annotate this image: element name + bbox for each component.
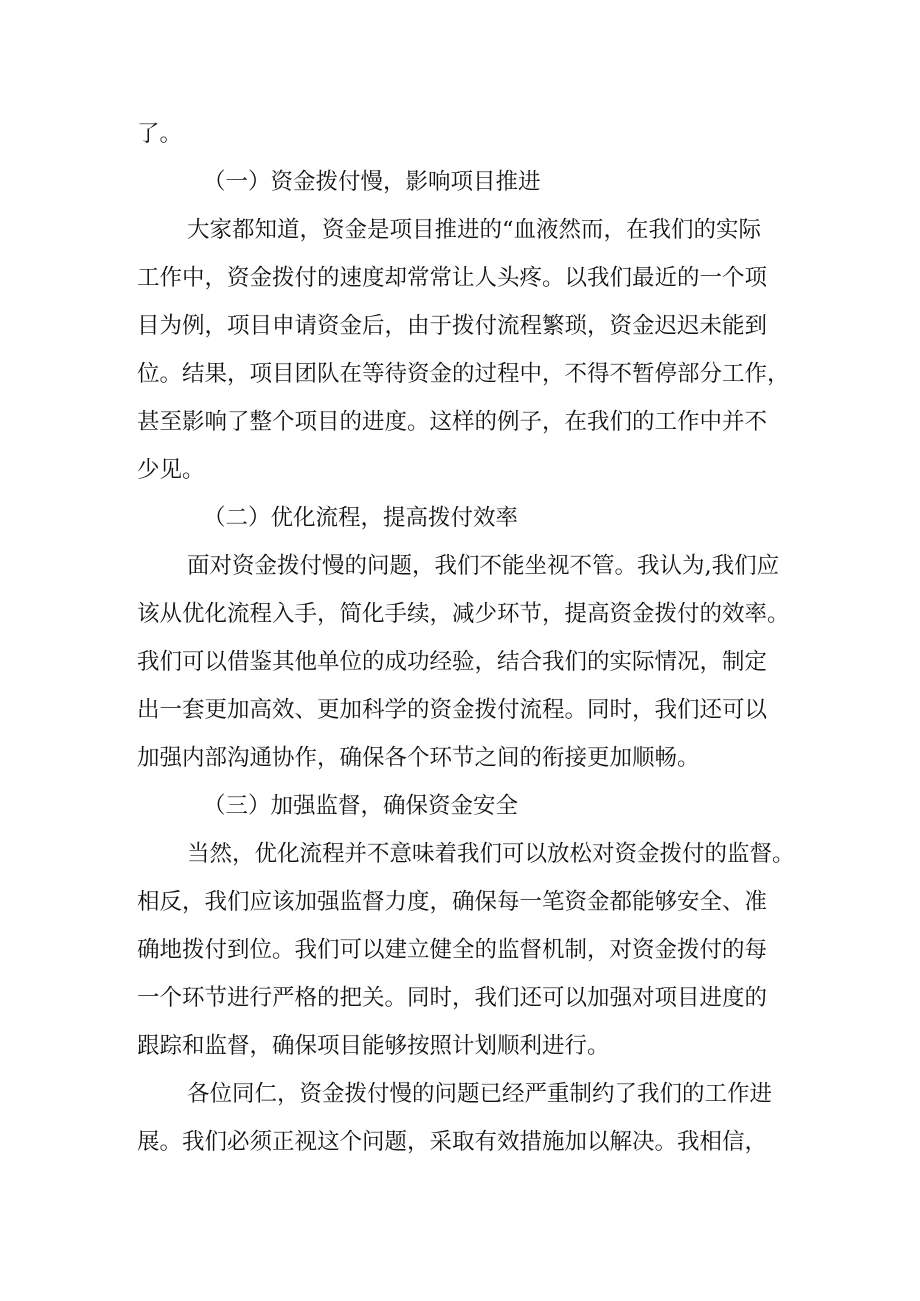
section-heading-2 xyxy=(137,494,797,542)
section-heading-3 xyxy=(137,782,797,830)
paragraph-1 xyxy=(137,206,797,494)
text-line: 跟踪和监督，确保项目能够按照计划顺利进行。 xyxy=(137,1033,610,1059)
text-line: 加强内部沟通协作，确保各个环节之间的衔接更加顺畅。 xyxy=(137,745,700,771)
text-line: 当然，优化流程并不意味着我们可以放松对资金拨付的监督。 xyxy=(187,841,795,867)
text-line: 大家都知道，资金是项目推进的“血液然而，在我们的实际 xyxy=(187,217,762,243)
paragraph-4 xyxy=(137,1070,797,1166)
text-line: 目为例，项目申请资金后，由于拨付流程繁琐，资金迟迟未能到 xyxy=(137,313,768,339)
text-line: 了。 xyxy=(137,121,183,147)
text-line: 各位同仁，资金拨付慢的问题已经严重制约了我们的工作进 xyxy=(187,1081,773,1107)
section-heading-1 xyxy=(137,158,797,206)
text-line: 该从优化流程入手，简化手续，减少环节，提高资金拨付的效率。 xyxy=(137,601,790,627)
text-line: 面对资金拨付慢的问题，我们不能坐视不管。我认为,我们应 xyxy=(187,553,780,579)
text-line: 出一套更加高效、更加科学的资金拨付流程。同时，我们还可以 xyxy=(137,697,768,723)
text-line: 位。结果，项目团队在等待资金的过程中，不得不暂停部分工作， xyxy=(137,361,790,387)
text-line: 相反，我们应该加强监督力度，确保每一笔资金都能够安全、准 xyxy=(137,889,768,915)
text-line: 工作中，资金拨付的速度却常常让人头疼。以我们最近的一个项 xyxy=(137,265,768,291)
heading-text: （三）加强监督，确保资金安全 xyxy=(203,793,519,819)
paragraph-2 xyxy=(137,542,797,782)
continuation-text xyxy=(137,110,797,158)
text-line: 甚至影响了整个项目的进度。这样的例子，在我们的工作中并不 xyxy=(137,409,768,435)
text-line: 少见。 xyxy=(137,457,205,483)
document-body xyxy=(137,110,797,1166)
text-line: 一个环节进行严格的把关。同时，我们还可以加强对项目进度的 xyxy=(137,985,768,1011)
text-line: 我们可以借鉴其他单位的成功经验，结合我们的实际情况，制定 xyxy=(137,649,768,675)
text-line: 展。我们必须正视这个问题，采取有效措施加以解决。我相信， xyxy=(137,1129,768,1155)
heading-text: （二）优化流程，提高拨付效率 xyxy=(203,505,519,531)
text-line: 确地拨付到位。我们可以建立健全的监督机制，对资金拨付的每 xyxy=(137,937,768,963)
paragraph-3 xyxy=(137,830,797,1070)
heading-text: （一）资金拨付慢，影响项目推进 xyxy=(203,169,541,195)
